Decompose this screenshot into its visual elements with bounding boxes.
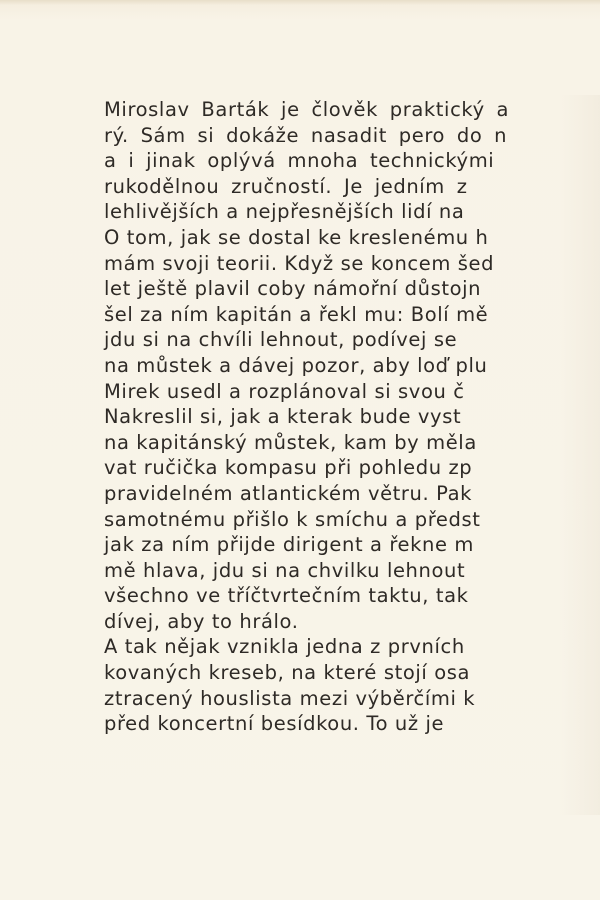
text-line: šel za ním kapitán a řekl mu: Bolí mě: [104, 302, 489, 326]
text-line: kovaných kreseb, na které stojí osa: [104, 661, 471, 685]
text-line: ztracený houslista mezi výběrčími k: [104, 686, 476, 710]
text-line: Mirek usedl a rozplánoval si svou č: [104, 379, 465, 403]
page-top-edge: [0, 0, 600, 5]
text-line: Nakreslil si, jak a kterak bude vyst: [104, 405, 462, 429]
text-line: rukodělnou zručností. Je jedním z: [104, 174, 468, 198]
text-line: dívej, aby to hrálo.: [104, 609, 299, 633]
text-line: A tak nějak vznikla jedna z prvních: [104, 635, 465, 659]
text-line: O tom, jak se dostal ke kreslenému h: [104, 225, 489, 249]
text-line: mám svoji teorii. Když se koncem šed: [104, 251, 495, 275]
text-line: před koncertní besídkou. To už je: [104, 712, 445, 736]
text-line: všechno ve tříčtvrtečním taktu, tak: [104, 584, 469, 608]
text-line: let ještě plavil coby námořní důstojn: [104, 277, 482, 301]
text-line: samotnému přišlo k smíchu a předst: [104, 507, 481, 531]
text-line: vat ručička kompasu při pohledu zp: [104, 456, 473, 480]
text-line: jdu si na chvíli lehnout, podívej se: [104, 328, 458, 352]
text-line: na kapitánský můstek, kam by měla: [104, 430, 477, 454]
text-line: pravidelném atlantickém větru. Pak: [104, 481, 473, 505]
text-line: rý. Sám si dokáže nasadit pero do n: [104, 123, 508, 147]
text-line: a i jinak oplývá mnoha technickými: [104, 149, 495, 173]
text-line: jak za ním přijde dirigent a řekne m: [104, 533, 475, 557]
text-line: na můstek a dávej pozor, aby loď plu: [104, 353, 488, 377]
text-line: lehlivějších a nejpřesnějších lidí na: [104, 200, 465, 224]
text-line: Miroslav Barták je člověk praktický a: [104, 98, 510, 121]
body-text: [104, 97, 600, 737]
text-line: mě hlava, jdu si na chvilku lehnout: [104, 558, 466, 582]
